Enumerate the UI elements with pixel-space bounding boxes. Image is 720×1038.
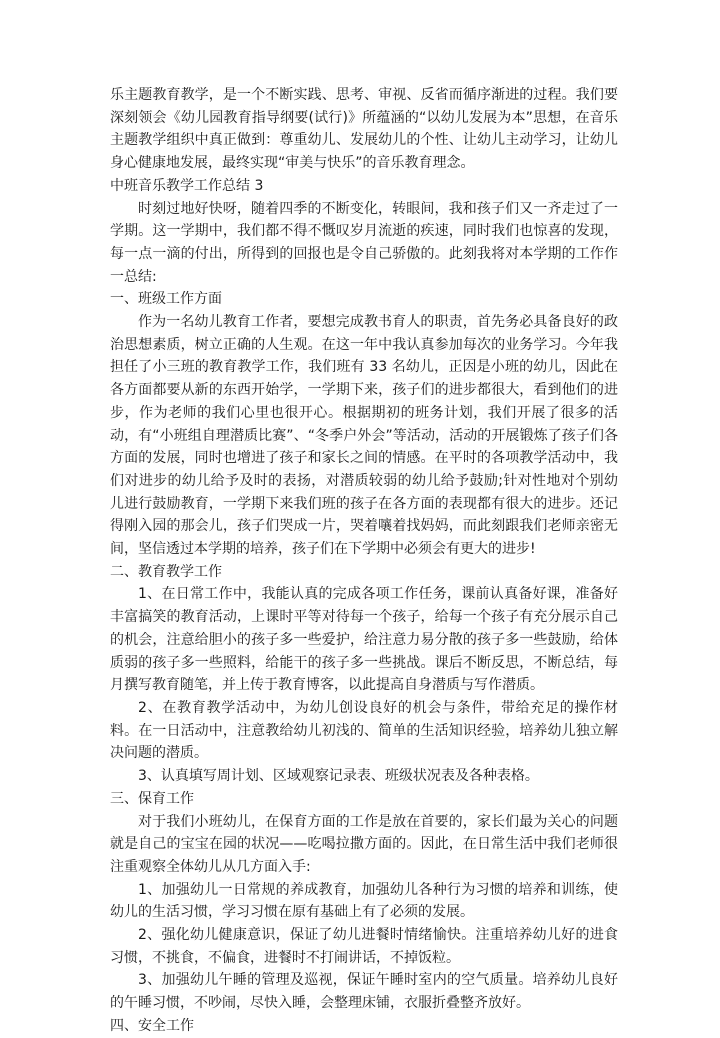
paragraph-teaching-2: 2、在教育教学活动中，为幼儿创设良好的机会与条件，带给充足的操作材料。在一日活动中，注意教给幼儿初浅的、简单的生活知识经验，培养幼儿独立解决问题的潜质。 — [110, 699, 618, 762]
paragraph-class-work: 作为一名幼儿教育工作者，要想完成教书育人的职责，首先务必具备良好的政治思想素质，树立正确的人生观。在这一年中我认真参加每次的业务学习。今年我担任了小三班的教育教学工作，我们班有 33 名幼儿，正因是小班的幼儿，因此在各方面都要从新的东西开始学，一学期下来，孩子们的进步都很大，看到他们的进步，作为老师的我们心里也很开心。根据期初的班务计划，我们开展了很多的活动，有“小班组自理潜质比赛”、“冬季户外会”等活动，活动的开展锻炼了孩子们各方面的发展，同时也增进了孩子和家长之间的情感。在平时的各项教学活动中，我们对进步的幼儿给予及时的表扬，对潜质较弱的幼儿给予鼓励;针对性地对个别幼儿进行鼓励教育，一学期下来我们班的孩子在各方面的表现都有很大的进步。还记得刚入园的那会儿，孩子们哭成一片，哭着嚷着找妈妈，而此刻跟我们老师亲密无间，坚信透过本学期的培养，孩子们在下学期中必须会有更大的进步! — [110, 314, 618, 558]
paragraph-care-2: 2、强化幼儿健康意识，保证了幼儿进餐时情绪愉快。注重培养幼儿好的进食习惯，不挑食，不偏食，进餐时不打闹讲话，不掉饭粒。 — [110, 927, 618, 966]
paragraph-intro: 乐主题教育教学，是一个不断实践、思考、审视、反省而循序渐进的过程。我们要深刻领会《幼儿园教育指导纲要(试行)》所蕴涵的“以幼儿发展为本”思想，在音乐主题教学组织中真正做到：尊重幼儿、发展幼儿的个性、让幼儿主动学习，让幼儿身心健康地发展，最终实现“审美与快乐”的音乐教育理念。 — [110, 87, 618, 172]
paragraph-teaching-3: 3、认真填写周计划、区域观察记录表、班级状况表及各种表格。 — [138, 768, 539, 785]
paragraph-care-intro: 对于我们小班幼儿，在保育方面的工作是放在首要的，家长们最为关心的问题就是自己的宝宝在园的状况——吃喝拉撒方面的。因此，在日常生活中我们老师很注重观察全体幼儿从几方面入手: — [110, 813, 618, 875]
document-page — [110, 84, 618, 1038]
section-title: 中班音乐教学工作总结 3 — [110, 177, 264, 194]
heading-class-work: 一、班级工作方面 — [110, 291, 222, 308]
heading-safety-work: 四、安全工作 — [110, 1017, 194, 1034]
paragraph-care-3: 3、加强幼儿午睡的管理及巡视，保证午睡时室内的空气质量。培养幼儿良好的午睡习惯，不吵闹，尽快入睡，会整理床铺，衣服折叠整齐放好。 — [110, 972, 618, 1012]
paragraph-teaching-1: 1、在日常工作中，我能认真的完成各项工作任务，课前认真备好课，准备好丰富搞笑的教育活动，上课时平等对待每一个孩子，给每一个孩子有充分展示自己的机会，注意给胆小的孩子多一些爱护，给注意力易分散的孩子多一些鼓励，给体质弱的孩子多一些照料，给能干的孩子多一些挑战。课后不断反思，不断总结，每月撰写教育随笔，并上传于教育博客，以此提高自身潜质与写作潜质。 — [110, 586, 618, 694]
heading-teaching-work: 二、教育教学工作 — [110, 563, 222, 580]
heading-care-work: 三、保育工作 — [110, 790, 194, 807]
paragraph-opening: 时刻过地好快呀，随着四季的不断变化，转眼间，我和孩子们又一齐走过了一学期。这一学期中，我们都不得不慨叹岁月流逝的疾速，同时我们也惊喜的发现，每一点一滴的付出，所得到的回报也是令自己骄傲的。此刻我将对本学期的工作作一总结: — [110, 200, 618, 285]
paragraph-care-1: 1、加强幼儿一日常规的养成教育，加强幼儿各种行为习惯的培养和训练，使幼儿的生活习惯，学习习惯在原有基础上有了必须的发展。 — [110, 881, 618, 921]
